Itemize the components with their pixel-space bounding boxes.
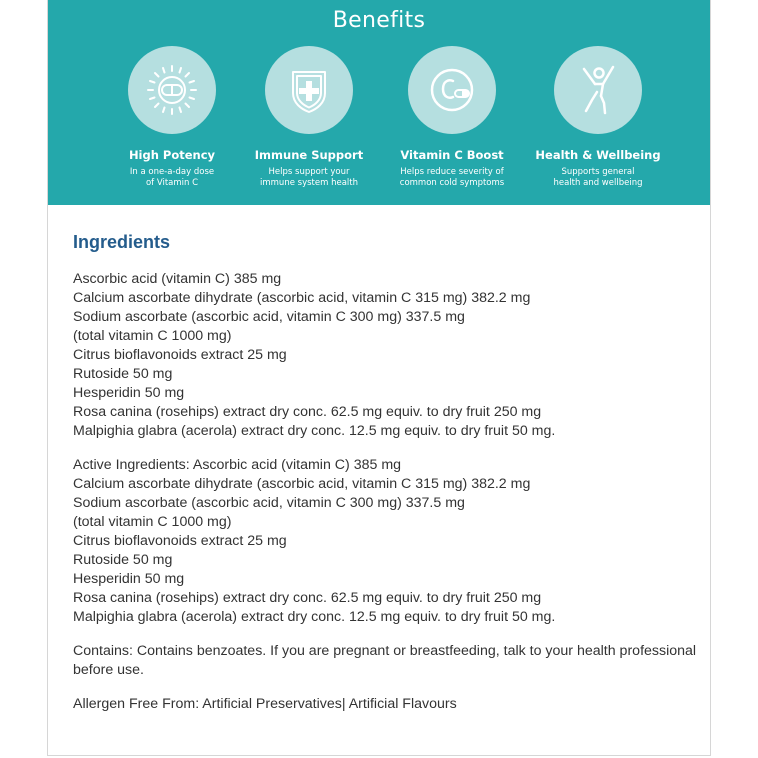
ingredient-line: Malpighia glabra (acerola) extract dry conc. 12.5 mg equiv. to dry fruit 50 mg. — [73, 609, 556, 625]
benefit-circle — [554, 46, 642, 134]
ingredient-line: Citrus bioflavonoids extract 25 mg — [73, 533, 287, 549]
ingredient-line: Hesperidin 50 mg — [73, 571, 185, 587]
allergen-info: Allergen Free From: Artificial Preservatives| Artificial Flavours — [73, 696, 457, 712]
ingredients-heading: Ingredients — [73, 232, 171, 252]
benefit-title: Health & Wellbeing — [535, 148, 661, 162]
wellbeing-person-icon — [568, 60, 628, 120]
benefit-desc-line: common cold symptoms — [399, 178, 505, 188]
benefits-banner — [48, 0, 710, 205]
active-ingredient-list — [73, 456, 703, 627]
ingredient-line: Hesperidin 50 mg — [73, 385, 185, 401]
ingredient-list — [73, 270, 703, 441]
benefit-high-potency — [102, 46, 242, 189]
ingredient-line: Sodium ascorbate (ascorbic acid, vitamin C 300 mg) 337.5 mg — [73, 309, 465, 325]
benefit-title: Immune Support — [254, 148, 364, 162]
benefit-health-wellbeing — [528, 46, 668, 189]
ingredient-line: Calcium ascorbate dihydrate (ascorbic acid, vitamin C 315 mg) 382.2 mg — [73, 476, 531, 492]
benefit-immune-support — [239, 46, 379, 189]
benefit-desc-line: of Vitamin C — [145, 178, 199, 188]
benefit-desc-line: In a one-a-day dose — [129, 167, 215, 177]
benefit-description — [239, 167, 379, 189]
benefit-desc-line: immune system health — [260, 178, 358, 188]
ingredients-section — [73, 232, 703, 714]
ingredient-line: Rutoside 50 mg — [73, 366, 173, 382]
benefit-description — [382, 167, 522, 189]
ingredient-line: Citrus bioflavonoids extract 25 mg — [73, 347, 287, 363]
product-info-panel — [47, 0, 711, 756]
benefit-vitamin-c-boost — [382, 46, 522, 189]
ingredient-line: (total vitamin C 1000 mg) — [73, 514, 232, 530]
benefits-title: Benefits — [332, 8, 426, 33]
ingredient-line: Rosa canina (rosehips) extract dry conc. 62.5 mg equiv. to dry fruit 250 mg — [73, 590, 542, 606]
benefit-desc-line: Supports general — [561, 167, 635, 177]
benefit-desc-line: Helps reduce severity of — [400, 167, 504, 177]
benefit-desc-line: health and wellbeing — [553, 178, 643, 188]
ingredient-line: Active Ingredients: Ascorbic acid (vitamin C) 385 mg — [73, 457, 402, 473]
benefit-circle — [408, 46, 496, 134]
ingredient-line: Rosa canina (rosehips) extract dry conc. 62.5 mg equiv. to dry fruit 250 mg — [73, 404, 542, 420]
benefit-circle — [128, 46, 216, 134]
benefit-description — [102, 167, 242, 189]
ingredient-line: Rutoside 50 mg — [73, 552, 173, 568]
ingredient-line: Sodium ascorbate (ascorbic acid, vitamin C 300 mg) 337.5 mg — [73, 495, 465, 511]
benefit-title: High Potency — [128, 148, 216, 162]
ingredient-line: (total vitamin C 1000 mg) — [73, 328, 232, 344]
benefit-description — [528, 167, 668, 189]
benefit-circle — [265, 46, 353, 134]
vitamin-pill-icon — [142, 60, 202, 120]
vitamin-c-icon — [422, 60, 482, 120]
ingredient-line: Malpighia glabra (acerola) extract dry conc. 12.5 mg equiv. to dry fruit 50 mg. — [73, 423, 556, 439]
benefit-desc-line: Helps support your — [268, 167, 350, 177]
benefit-title: Vitamin C Boost — [400, 148, 504, 162]
contains-warning: Contains: Contains benzoates. If you are pregnant or breastfeeding, talk to your health professional before use. — [73, 643, 697, 678]
ingredient-line: Calcium ascorbate dihydrate (ascorbic acid, vitamin C 315 mg) 382.2 mg — [73, 290, 531, 306]
shield-plus-icon — [279, 60, 339, 120]
ingredient-line: Ascorbic acid (vitamin C) 385 mg — [73, 271, 282, 287]
